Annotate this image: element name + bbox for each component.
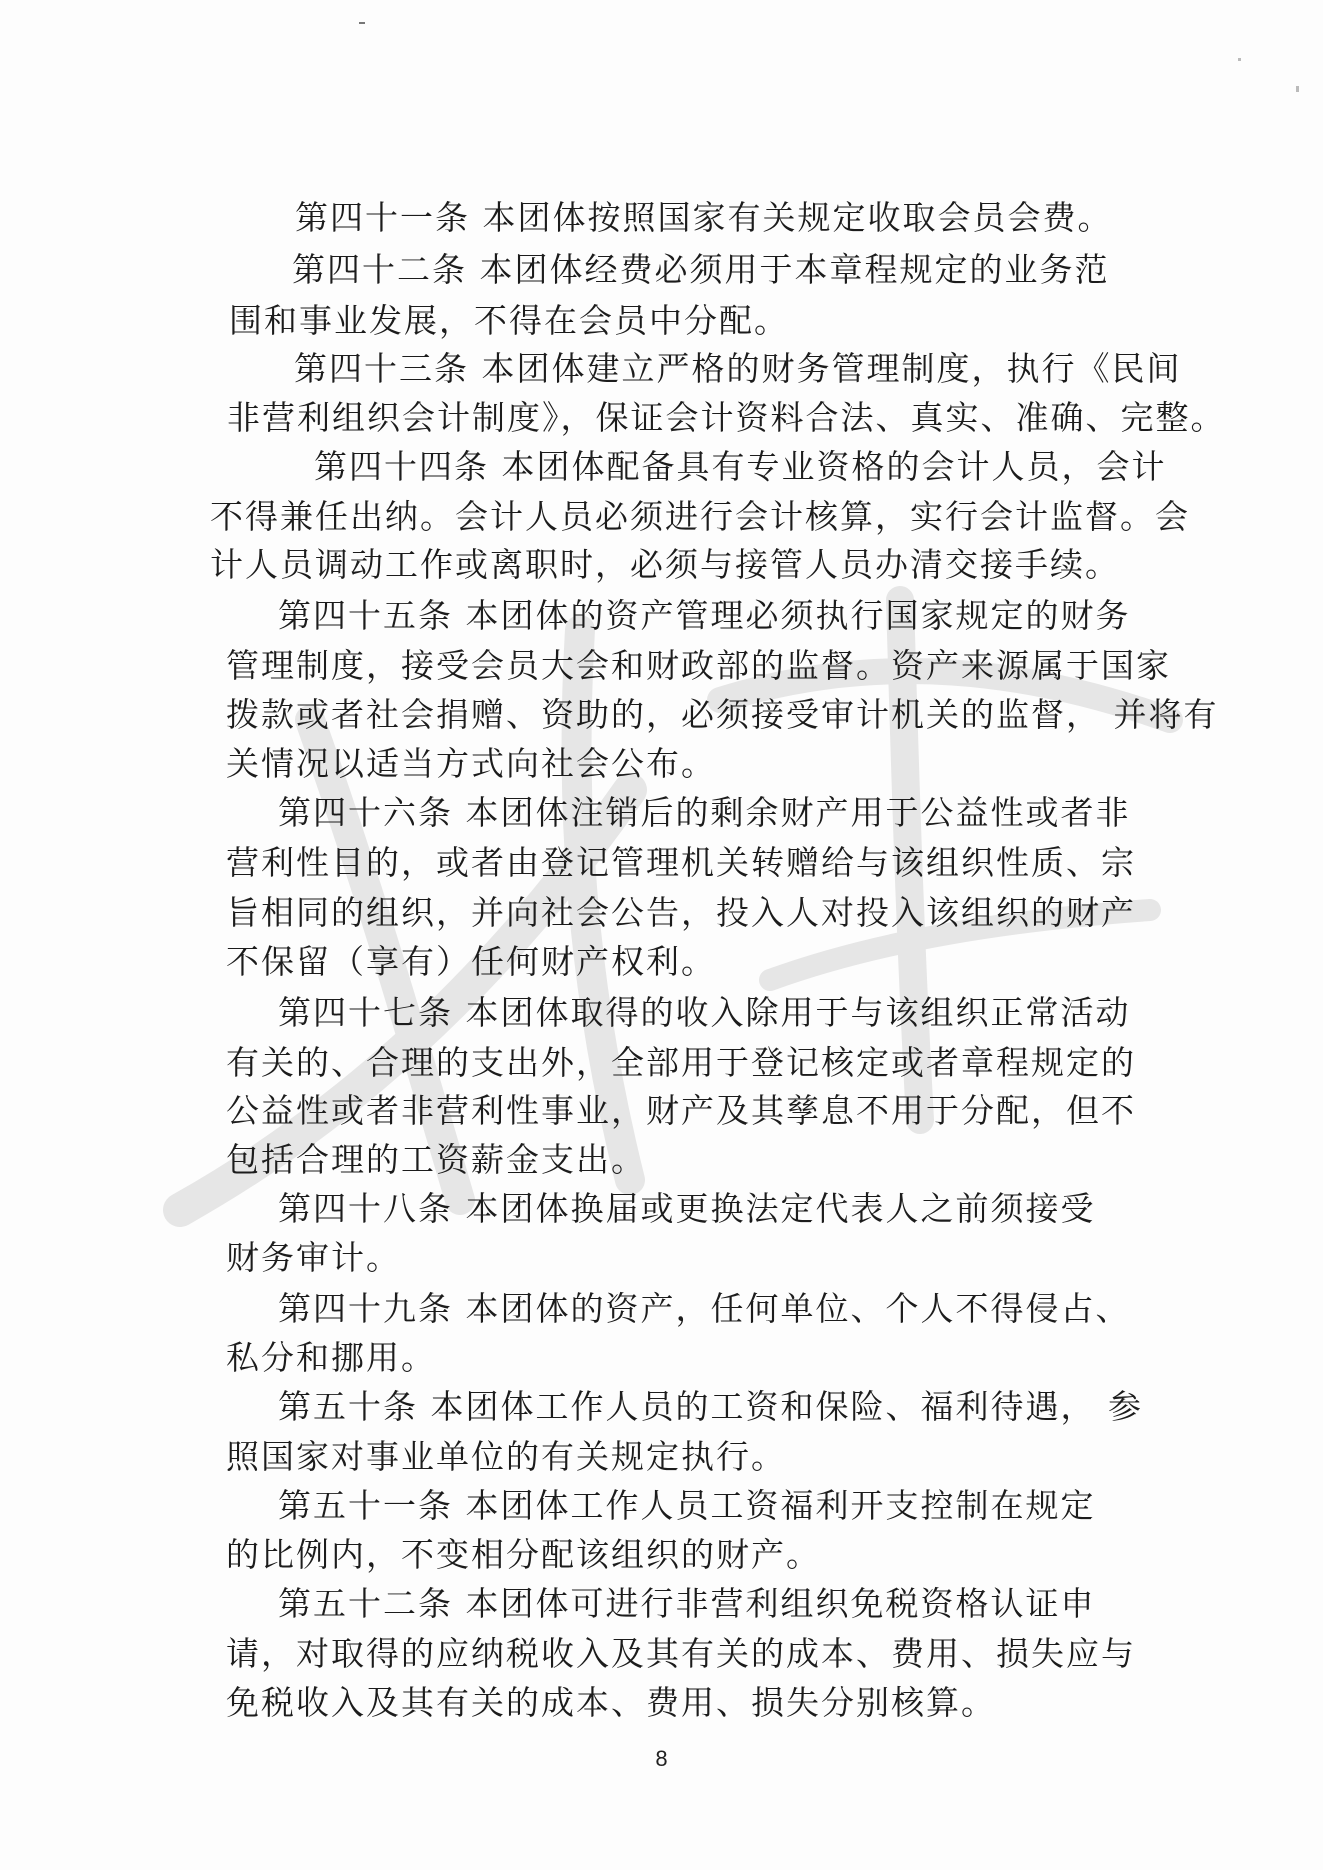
document-line: 财务审计。 (226, 1238, 401, 1277)
document-line: 第四十一条 本团体按照国家有关规定收取会员会费。 (295, 198, 1113, 237)
document-line: 照国家对事业单位的有关规定执行。 (226, 1437, 786, 1476)
page-number: 8 (655, 1746, 668, 1771)
document-line: 第四十八条 本团体换届或更换法定代表人之前须接受 (278, 1189, 1096, 1228)
document-line: 私分和挪用。 (226, 1338, 436, 1377)
document-line: 旨相同的组织，并向社会公告，投入人对投入该组织的财产 (226, 893, 1136, 932)
document-line: 管理制度，接受会员大会和财政部的监督。资产来源属于国家 (226, 646, 1171, 685)
document-line: 包括合理的工资薪金支出。 (226, 1140, 646, 1179)
document-line: 营利性目的，或者由登记管理机关转赠给与该组织性质、宗 (226, 843, 1136, 882)
document-line: 第四十五条 本团体的资产管理必须执行国家规定的财务 (278, 596, 1131, 635)
document-line: 有关的、合理的支出外，全部用于登记核定或者章程规定的 (226, 1043, 1136, 1082)
document-line: 请，对取得的应纳税收入及其有关的成本、费用、损失应与 (226, 1634, 1136, 1673)
document-line: 第五十一条 本团体工作人员工资福利开支控制在规定 (278, 1486, 1096, 1525)
document-line: 第四十三条 本团体建立严格的财务管理制度，执行《民间 (294, 349, 1182, 388)
document-line: 第四十六条 本团体注销后的剩余财产用于公益性或者非 (278, 793, 1131, 832)
document-line: 公益性或者非营利性事业，财产及其孳息不用于分配，但不 (226, 1091, 1136, 1130)
document-line: 的比例内，不变相分配该组织的财产。 (226, 1535, 821, 1574)
scan-speck (1238, 58, 1241, 61)
document-line: 不得兼任出纳。会计人员必须进行会计核算，实行会计监督。会 (210, 497, 1190, 536)
document-line: 非营利组织会计制度》，保证会计资料合法、真实、准确、完整。 (227, 398, 1226, 437)
scan-speck (359, 22, 365, 24)
document-line: 第四十四条 本团体配备具有专业资格的会计人员，会计 (314, 447, 1167, 486)
document-line: 第四十二条 本团体经费必须用于本章程规定的业务范 (292, 250, 1110, 289)
document-line: 围和事业发展，不得在会员中分配。 (229, 301, 789, 340)
document-line: 不保留（享有）任何财产权利。 (226, 942, 716, 981)
document-line: 计人员调动工作或离职时，必须与接管人员办清交接手续。 (210, 545, 1120, 584)
document-line: 拨款或者社会捐赠、资助的，必须接受审计机关的监督， 并将有 (226, 695, 1219, 734)
document-line: 第五十二条 本团体可进行非营利组织免税资格认证申 (278, 1584, 1096, 1623)
document-line: 关情况以适当方式向社会公布。 (226, 744, 716, 783)
document-line: 第五十条 本团体工作人员的工资和保险、福利待遇， 参 (278, 1387, 1143, 1426)
document-line: 第四十七条 本团体取得的收入除用于与该组织正常活动 (278, 993, 1131, 1032)
document-line: 免税收入及其有关的成本、费用、损失分别核算。 (226, 1683, 996, 1722)
document-line: 第四十九条 本团体的资产，任何单位、个人不得侵占、 (278, 1289, 1131, 1328)
scan-speck (1296, 86, 1299, 92)
